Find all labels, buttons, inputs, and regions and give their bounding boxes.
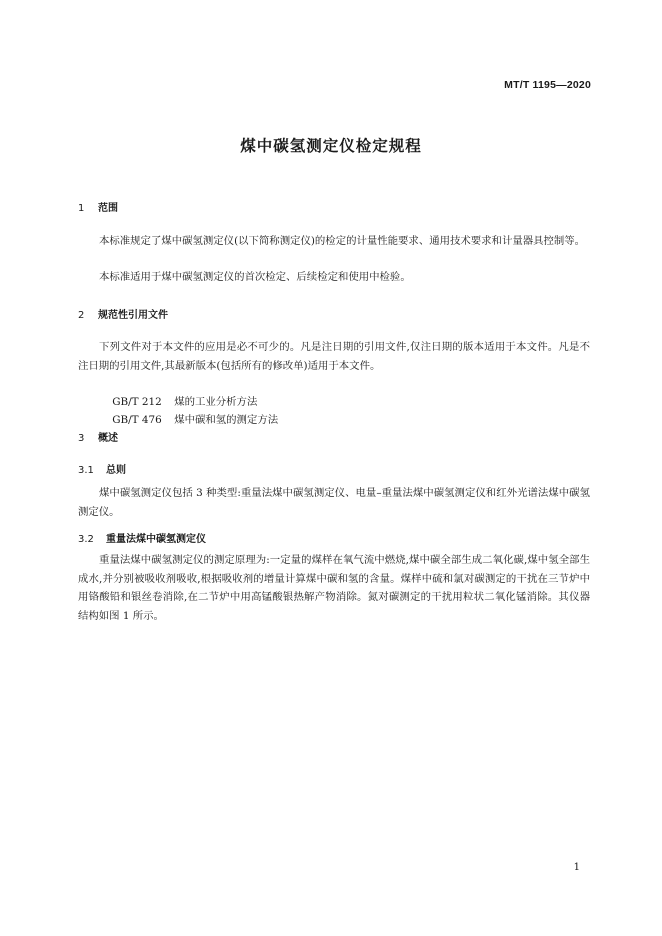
page-number: 1 (573, 862, 580, 873)
section-2-paragraph-1: 下列文件对于本文件的应用是必不可少的。凡是注日期的引用文件,仅注日期的版本适用于本文件。凡是不注日期的引用文件,其最新版本(包括所有的修改单)适用于本文件。 (78, 341, 590, 372)
section-1-paragraph-1: 本标准规定了煤中碳氢测定仪(以下简称测定仪)的检定的计量性能要求、通用技术要求和计量器具控制等。 (99, 235, 586, 247)
section-title: 概述 (98, 433, 118, 444)
section-number: 1 (78, 203, 85, 214)
document-title: 煤中碳氢测定仪检定规程 (240, 137, 422, 155)
reference-title: 煤中碳和氢的测定方法 (174, 413, 279, 426)
subsection-title: 重量法煤中碳氢测定仪 (106, 534, 206, 545)
section-number: 2 (78, 310, 85, 321)
section-1-paragraph-2: 本标准适用于煤中碳氢测定仪的首次检定、后续检定和使用中检验。 (99, 271, 411, 283)
section-3-heading (78, 429, 118, 444)
section-3-2-paragraph: 重量法煤中碳氢测定仪的测定原理为:一定量的煤样在氧气流中燃烧,煤中碳全部生成二氧化碳,煤中氢全部生成水,并分别被吸收剂吸收,根据吸收剂的增量计算煤中碳和氢的含量。煤样中硫和氯对碳测定的干扰在三节炉中用铬酸铅和银丝卷消除,在二节炉中用高锰酸银热解产物消除。氮对碳测定的干扰用粒状二氧化锰消除。其仪器结构如图 1 所示。 (78, 554, 590, 622)
section-title: 规范性引用文件 (98, 310, 168, 321)
section-3-1-heading (78, 461, 126, 476)
reference-title: 煤的工业分析方法 (174, 395, 258, 408)
section-1-heading (78, 199, 118, 214)
section-title: 范围 (98, 203, 118, 214)
standard-code: MT/T 1195—2020 (504, 79, 591, 91)
section-3-1-paragraph: 煤中碳氢测定仪包括 3 种类型:重量法煤中碳氢测定仪、电量–重量法煤中碳氢测定仪和红外光谱法煤中碳氢测定仪。 (78, 487, 590, 518)
section-2-heading (78, 306, 168, 321)
section-number: 3 (78, 433, 85, 444)
subsection-number: 3.2 (78, 534, 94, 545)
subsection-title: 总则 (106, 465, 126, 476)
subsection-number: 3.1 (78, 465, 94, 476)
reference-code: GB/T 476 (112, 413, 162, 426)
section-3-2-heading (78, 530, 206, 545)
reference-code: GB/T 212 (112, 395, 162, 408)
reference-item (99, 392, 278, 448)
